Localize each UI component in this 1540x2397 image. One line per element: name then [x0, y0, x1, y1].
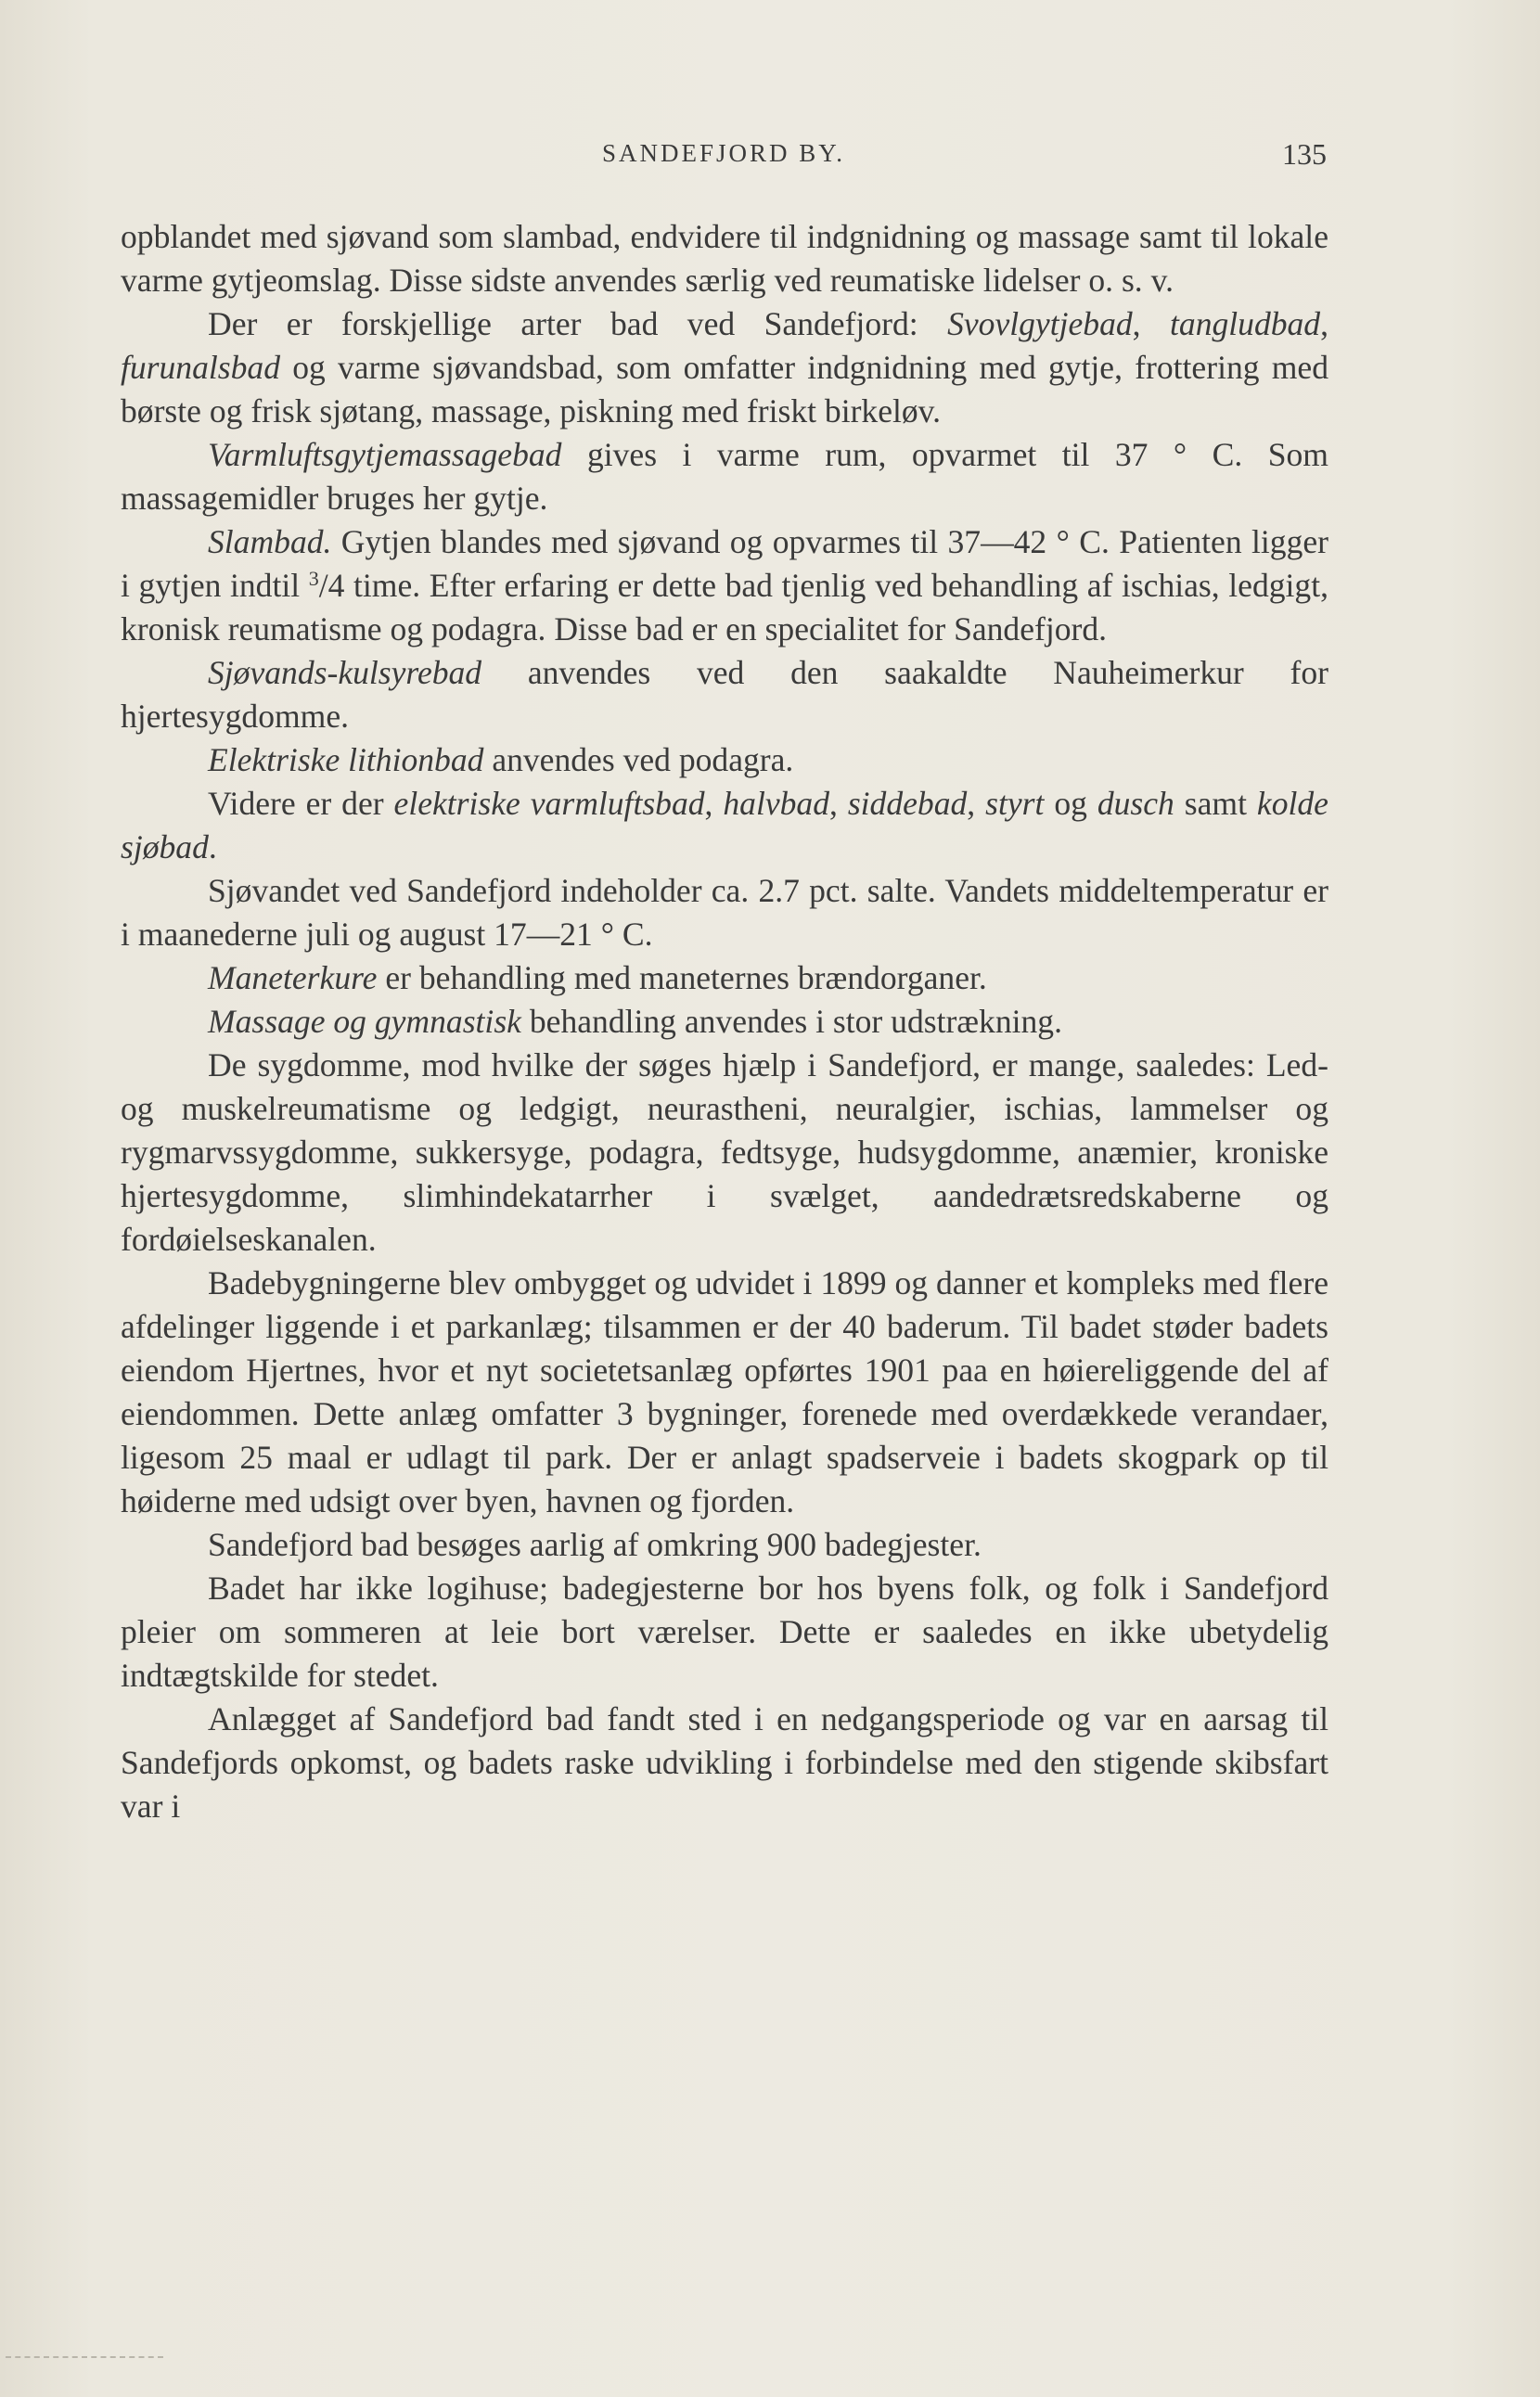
body-text — [121, 215, 1328, 1828]
text-run: Sjøvandet ved Sandefjord indeholder ca. 2.7 pct. salte. Vandets middeltemperatur er i maanederne juli og august 17—21 ° C. — [121, 872, 1328, 953]
text-run: Sandefjord bad besøges aarlig af omkring 900 badegjester. — [208, 1526, 982, 1563]
paragraph — [121, 738, 1328, 782]
text-run: er behandling med maneternes brændorganer. — [377, 959, 987, 996]
text-run: Videre er der — [208, 785, 394, 822]
italic-term: styrt — [985, 785, 1045, 822]
paragraph — [121, 1698, 1328, 1828]
paragraph — [121, 1000, 1328, 1044]
italic-term: siddebad — [847, 785, 968, 822]
paragraph — [121, 1523, 1328, 1567]
paragraph — [121, 215, 1328, 302]
text-run: Der er forskjellige arter bad ved Sandefjord: — [208, 305, 948, 342]
text-run: . — [208, 828, 217, 865]
page-number: 135 — [1282, 137, 1327, 171]
paragraph — [121, 1044, 1328, 1262]
text-run: De sygdomme, mod hvilke der søges hjælp i Sandefjord, er mange, saaledes: Led- og muskelreumatisme og ledgigt, neurastheni, neuralgier, ischias, lammelser og rygmarvssygdomme, sukkersyge, podagra, fedtsyge, hudsygdomme, anæmier, kroniske hjertesygdomme, slimhindekatarrher i svælget, aandedrætsredskaberne og fordøielseskanalen. — [121, 1046, 1328, 1258]
paragraph — [121, 782, 1328, 869]
text-run: , — [1132, 305, 1171, 342]
italic-term: Sjøvands-kulsyrebad — [208, 654, 482, 691]
paragraph — [121, 302, 1328, 433]
italic-term: elektriske varmluftsbad — [393, 785, 705, 822]
text-run: Anlægget af Sandefjord bad fandt sted i en nedgangsperiode og var en aarsag til Sandefjords opkomst, og badets raske udvikling i forbindelse med den stigende skibsfart var i — [121, 1700, 1328, 1825]
italic-term: furunalsbad — [121, 349, 280, 386]
italic-term: halvbad — [723, 785, 829, 822]
italic-term: Varmluftsgytjemassagebad — [208, 436, 562, 473]
text-run: og varme sjøvandsbad, som omfatter indgnidning med gytje, frottering med børste og frisk sjøtang, massage, piskning med friskt birkeløv. — [121, 349, 1328, 429]
text-run: anvendes ved den saakaldte Nauheimerkur for hjertesygdomme. — [121, 654, 1328, 735]
paragraph — [121, 869, 1328, 956]
italic-term: dusch — [1097, 785, 1174, 822]
paragraph — [121, 1567, 1328, 1698]
text-run: gives i varme rum, opvarmet til 37 ° C. Som massagemidler bruges her gytje. — [121, 436, 1328, 517]
text-run: anvendes ved podagra. — [483, 741, 794, 778]
italic-term: tangludbad — [1170, 305, 1321, 342]
italic-term: Massage og gymnastisk — [208, 1003, 521, 1040]
text-run: , — [704, 785, 724, 822]
text-run: opblandet med sjøvand som slambad, endvidere til indgnidning og massage samt til lokale varme gytjeomslag. Disse sidste anvendes særlig ved reumatiske lidelser o. s. v. — [121, 218, 1328, 299]
running-head: SANDEFJORD BY. — [601, 139, 846, 167]
text-run: , — [1320, 305, 1329, 342]
text-run: , — [967, 785, 986, 822]
edge-mark — [6, 2356, 163, 2360]
text-run: Badebygningerne blev ombygget og udvidet i 1899 og danner et kompleks med flere afdelinger liggende i et parkanlæg; tilsammen er der 40 baderum. Til badet støder badets eiendom Hjertnes, hvor et nyt societetsanlæg opførtes 1901 paa en høiereliggende del af eiendommen. Dette anlæg omfatter 3 bygninger, forenede med overdækkede verandaer, ligesom 25 maal er udlagt til park. Der er anlagt spadserveie i badets skogpark op til høiderne med udsigt over byen, havnen og fjorden. — [121, 1264, 1328, 1519]
text-run: /4 time. Efter erfaring er dette bad tjenlig ved behandling af ischias, ledgigt, kronisk reumatisme og podagra. Disse bad er en specialitet for Sandefjord. — [121, 567, 1328, 647]
italic-term: Svovlgytjebad — [947, 305, 1133, 342]
paragraph — [121, 520, 1328, 651]
text-run: Gytjen blandes med sjøvand og opvarmes til 37—42 ° C. Patienten ligger i gytjen indtil — [121, 523, 1328, 604]
italic-term: kolde sjøbad — [121, 785, 1328, 865]
italic-term: Maneterkure — [208, 959, 378, 996]
paragraph — [121, 651, 1328, 738]
text-run: samt — [1174, 785, 1257, 822]
paragraph — [121, 433, 1328, 520]
page-header — [121, 137, 1327, 174]
paragraph — [121, 1262, 1328, 1523]
text-run: og — [1044, 785, 1097, 822]
italic-term: Elektriske lithionbad — [208, 741, 484, 778]
paragraph — [121, 956, 1328, 1000]
superscript: 3 — [308, 566, 319, 590]
text-run: , — [829, 785, 848, 822]
text-run: Badet har ikke logihuse; badegjesterne bor hos byens folk, og folk i Sandefjord pleier om sommeren at leie bort værelser. Dette er saaledes en ikke ubetydelig indtægtskilde for stedet. — [121, 1570, 1328, 1694]
italic-term: Slambad. — [208, 523, 332, 560]
text-run: behandling anvendes i stor udstrækning. — [520, 1003, 1062, 1040]
